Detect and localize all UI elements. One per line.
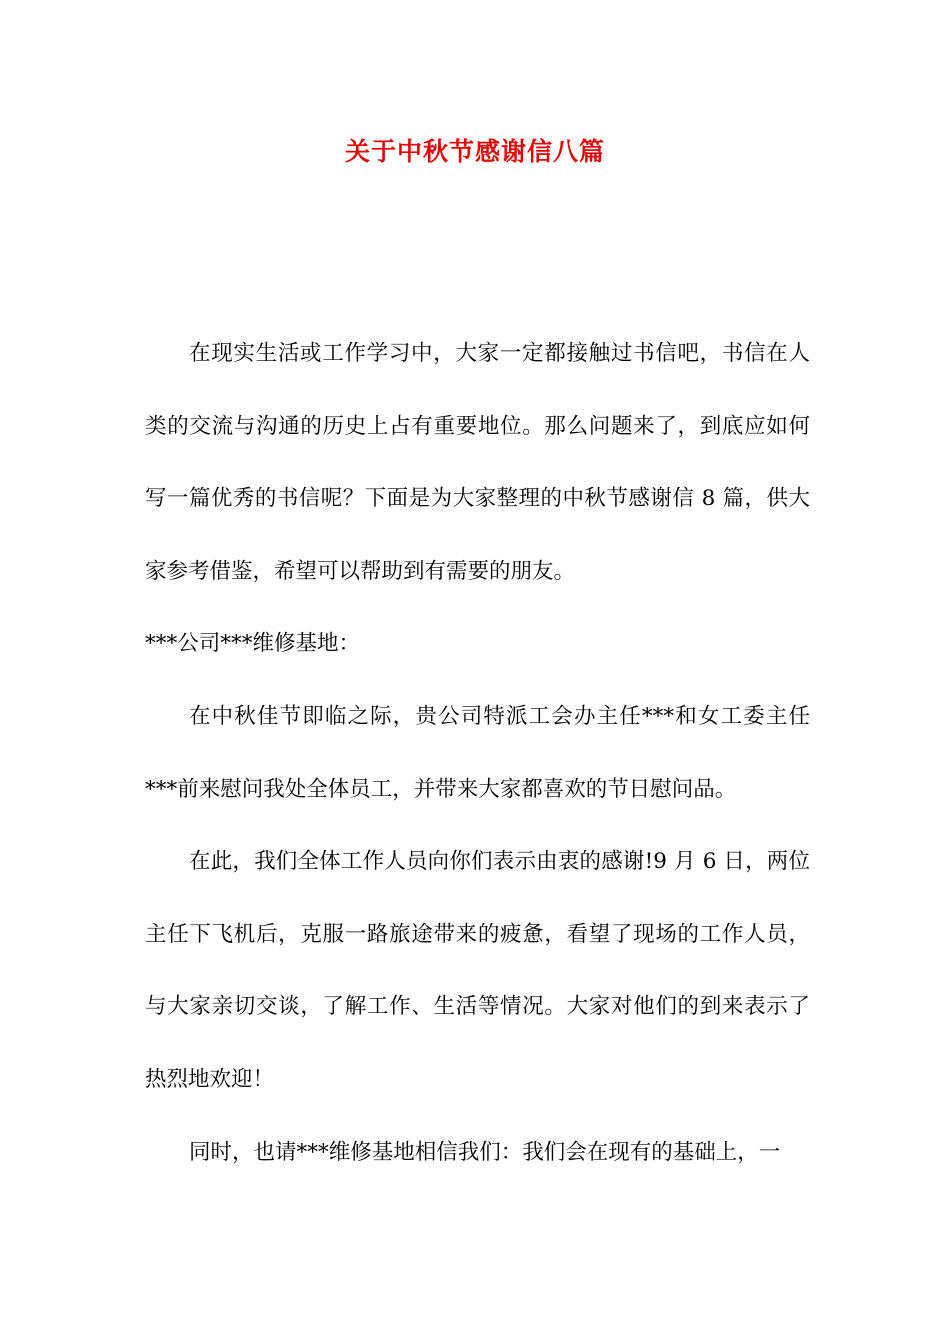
paragraph-thanks: 在此，我们全体工作人员向你们表示由衷的感谢!9 月 6 日，两位主任下飞机后，克服一路旅途带来的疲惫，看望了现场的工作人员，与大家亲切交谈，了解工作、生活等情况。大家对他们的到来表示了热烈地欢迎！ bbox=[145, 849, 810, 1092]
paragraph-intro: 在现实生活或工作学习中，大家一定都接触过书信吧，书信在人类的交流与沟通的历史上占有重要地位。那么问题来了，到底应如何写一篇优秀的书信呢？下面是为大家整理的中秋节感谢信 8 篇，供大家参考借鉴，希望可以帮助到有需要的朋友。 bbox=[145, 341, 810, 584]
paragraph-visit: 在中秋佳节即临之际，贵公司特派工会办主任***和女工委主任***前来慰问我处全体员工，并带来大家都喜欢的节日慰问品。 bbox=[145, 703, 810, 802]
paragraph-commitment: 同时，也请***维修基地相信我们：我们会在现有的基础上，一 bbox=[189, 1139, 781, 1165]
paragraph-salutation: ***公司***维修基地： bbox=[145, 631, 361, 657]
document-body bbox=[145, 318, 810, 1189]
document-title: 关于中秋节感谢信八篇 bbox=[344, 137, 605, 166]
